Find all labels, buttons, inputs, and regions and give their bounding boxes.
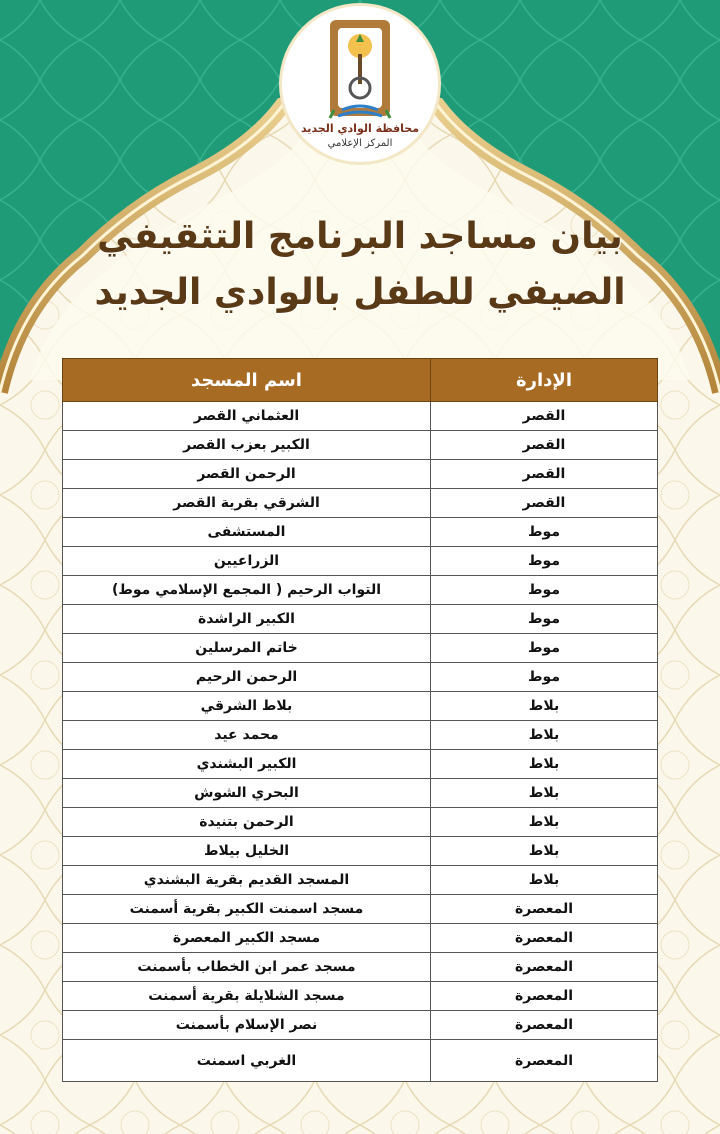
table-row [63,460,658,489]
mosque-name-cell: الخليل بيلاط [63,837,431,866]
table-row [63,576,658,605]
mosque-name-cell: الرحمن بتنيدة [63,808,431,837]
logo-governorate-name: محافظة الوادي الجديد [300,122,420,135]
mosque-name-cell: الغربي اسمنت [63,1040,431,1082]
table-row [63,721,658,750]
department-cell: بلاط [431,721,658,750]
table-row [63,808,658,837]
table-row [63,431,658,460]
table-row [63,663,658,692]
department-cell: المعصرة [431,1040,658,1082]
mosque-name-cell: مسجد الكبير المعصرة [63,924,431,953]
department-cell: القصر [431,431,658,460]
table-row [63,982,658,1011]
table-row [63,750,658,779]
table-row [63,837,658,866]
table-row [63,547,658,576]
table-row [63,924,658,953]
department-cell: موط [431,576,658,605]
logo-media-center: المركز الإعلامي [327,138,393,149]
department-cell: موط [431,605,658,634]
table-row [63,953,658,982]
department-cell: بلاط [431,808,658,837]
department-cell: موط [431,518,658,547]
mosque-name-cell: مسجد الشلايلة بقرية أسمنت [63,982,431,1011]
mosque-name-cell: مسجد اسمنت الكبير بقرية أسمنت [63,895,431,924]
header-mosque-name: اسم المسجد [63,359,431,402]
department-cell: المعصرة [431,895,658,924]
table-row [63,779,658,808]
mosque-name-cell: محمد عيد [63,721,431,750]
page-title-line-2: الصيفي للطفل بالوادي الجديد [94,272,626,313]
mosque-name-cell: الكبير الراشدة [63,605,431,634]
department-cell: بلاط [431,692,658,721]
table-row [63,1011,658,1040]
mosque-name-cell: الزراعيين [63,547,431,576]
mosque-name-cell: التواب الرحيم ( المجمع الإسلامي موط) [63,576,431,605]
table-row [63,866,658,895]
mosque-name-cell: الرحمن الرحيم [63,663,431,692]
department-cell: القصر [431,489,658,518]
department-cell: المعصرة [431,982,658,1011]
department-cell: موط [431,547,658,576]
mosque-name-cell: الكبير بعزب القصر [63,431,431,460]
mosque-name-cell: المسجد القديم بقرية البشندي [63,866,431,895]
department-cell: المعصرة [431,953,658,982]
mosque-name-cell: المستشفى [63,518,431,547]
mosque-name-cell: البحري الشوش [63,779,431,808]
department-cell: القصر [431,460,658,489]
table-row [63,692,658,721]
department-cell: المعصرة [431,924,658,953]
table-row [63,489,658,518]
table-row [63,402,658,431]
mosque-name-cell: نصر الإسلام بأسمنت [63,1011,431,1040]
mosque-name-cell: العثماني القصر [63,402,431,431]
department-cell: المعصرة [431,1011,658,1040]
department-cell: بلاط [431,750,658,779]
department-cell: بلاط [431,779,658,808]
mosque-name-cell: خاتم المرسلين [63,634,431,663]
department-cell: بلاط [431,866,658,895]
table-row [63,605,658,634]
mosque-name-cell: مسجد عمر ابن الخطاب بأسمنت [63,953,431,982]
department-cell: موط [431,663,658,692]
department-cell: موط [431,634,658,663]
mosque-name-cell: الشرقي بقرية القصر [63,489,431,518]
table-header-row [63,359,658,402]
department-cell: بلاط [431,837,658,866]
mosques-table [62,358,658,1082]
table-row [63,895,658,924]
header-department: الإدارة [431,359,658,402]
mosque-name-cell: الكبير البشندي [63,750,431,779]
table-row [63,1040,658,1082]
mosque-name-cell: الرحمن القصر [63,460,431,489]
table-row [63,634,658,663]
page-title-line-1: بيان مساجد البرنامج التثقيفي [97,216,623,257]
department-cell: القصر [431,402,658,431]
governorate-logo [282,6,438,162]
mosque-name-cell: بلاط الشرقي [63,692,431,721]
table-row [63,518,658,547]
